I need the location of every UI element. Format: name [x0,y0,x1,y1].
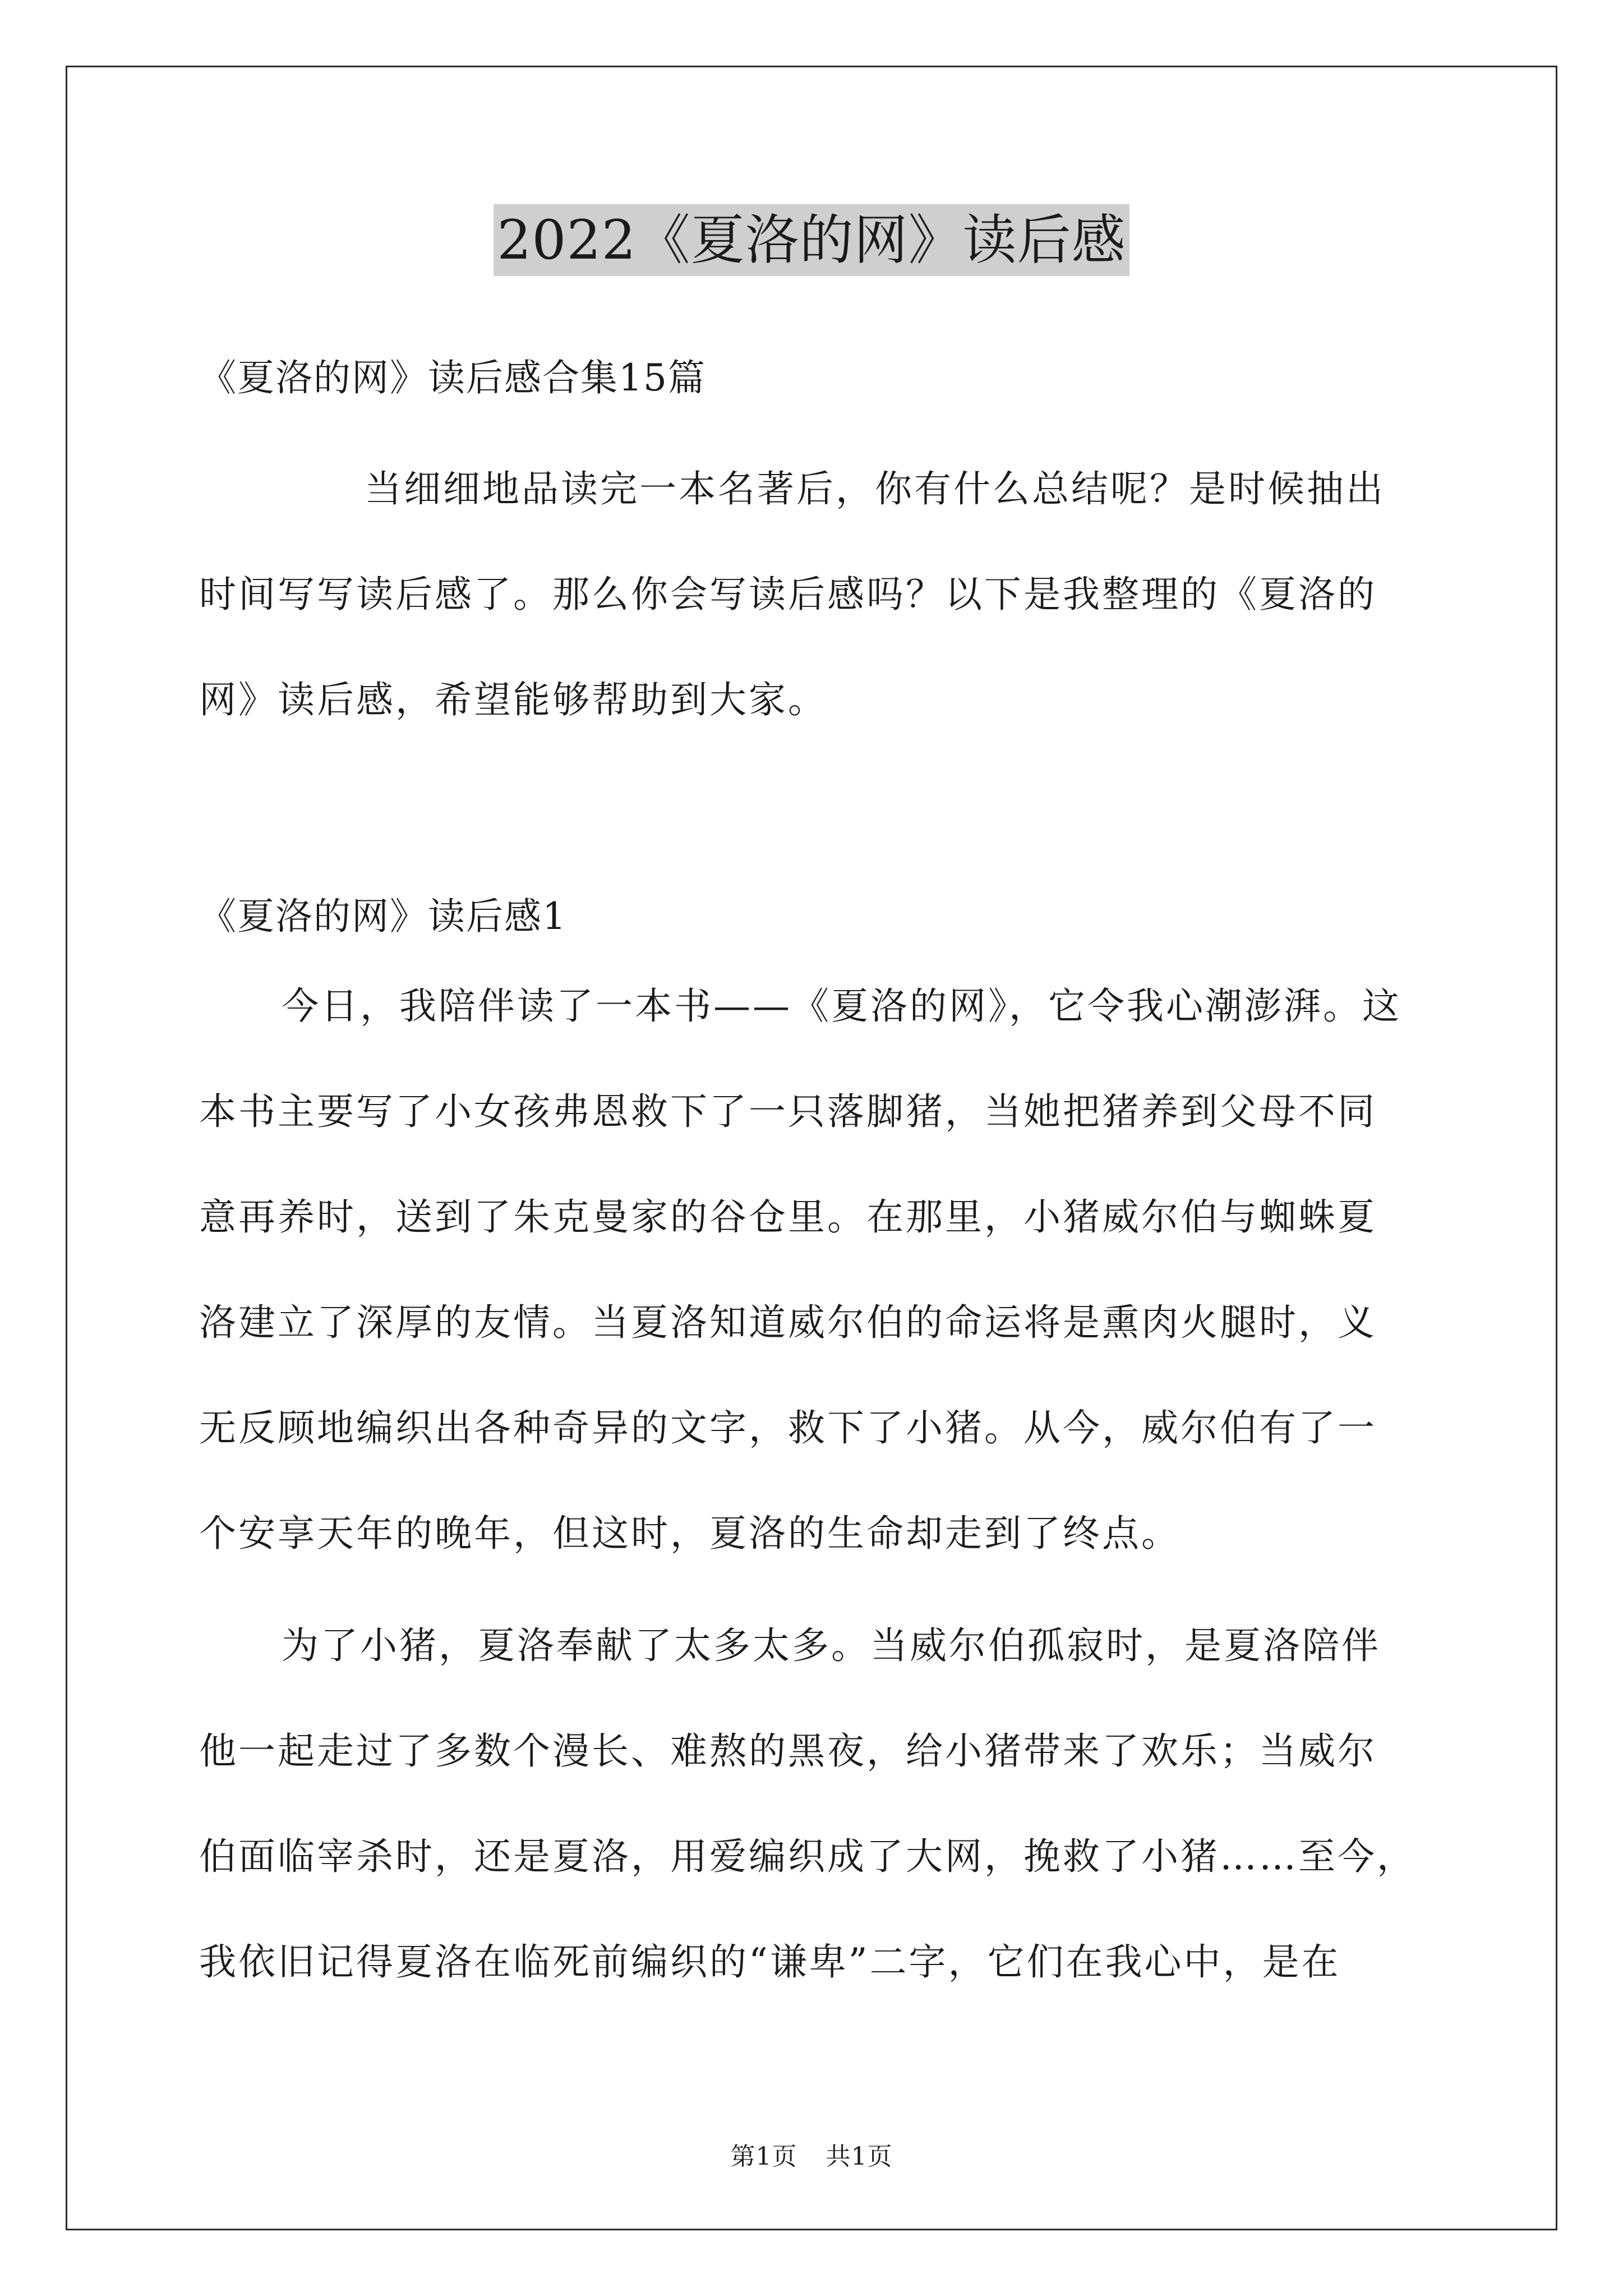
paragraph-line: 本书主要写了小女孩弗恩救下了一只落脚猪，当她把猪养到父母不同 [199,1090,1377,1133]
section-heading: 《夏洛的网》读后感1 [199,895,567,938]
paragraph-line: 洛建立了深厚的友情。当夏洛知道威尔伯的命运将是熏肉火腿时，义 [199,1301,1377,1344]
intro-paragraph [199,436,1436,753]
intro-line: 时间写写读后感了。那么你会写读后感吗？以下是我整理的《夏洛的 [199,573,1377,616]
document-title: 2022《夏洛的网》读后感 [494,204,1129,276]
paragraph-line: 为了小猪，夏洛奉献了太多太多。当威尔伯孤寂时，是夏洛陪伴 [282,1624,1381,1667]
paragraph-line: 我依旧记得夏洛在临死前编织的“谦卑”二字，它们在我心中，是在 [199,1940,1341,1984]
page-total: 共1页 [826,2142,893,2171]
paragraph-line: 伯面临宰杀时，还是夏洛，用爱编织成了大网，挽救了小猪……至今， [199,1835,1416,1878]
subtitle-block [199,348,1436,401]
paragraph-line: 今日，我陪伴读了一本书——《夏洛的网》，它令我心潮澎湃。这 [282,984,1401,1028]
section-heading-block [199,886,1436,940]
page-footer [0,2136,1623,2172]
paragraph-line: 无反顾地编织出各种奇异的文字，救下了小猪。从今，威尔伯有了一 [199,1406,1377,1450]
intro-line: 网》读后感，希望能够帮助到大家。 [199,678,827,721]
page-number: 第1页 [730,2142,797,2171]
title-container [0,204,1623,276]
body-paragraph-1 [199,954,1436,1586]
intro-line: 当细细地品读完一本名著后，你有什么总结呢？是时候抽出 [365,467,1385,510]
body-paragraph-2 [199,1593,1436,2015]
paragraph-line: 他一起走过了多数个漫长、难熬的黑夜，给小猪带来了欢乐；当威尔 [199,1729,1377,1773]
document-subtitle: 《夏洛的网》读后感合集15篇 [199,356,706,399]
paragraph-line: 个安享天年的晚年，但这时，夏洛的生命却走到了终点。 [199,1512,1181,1555]
paragraph-line: 意再养时，送到了朱克曼家的谷仓里。在那里，小猪威尔伯与蜘蛛夏 [199,1195,1377,1239]
